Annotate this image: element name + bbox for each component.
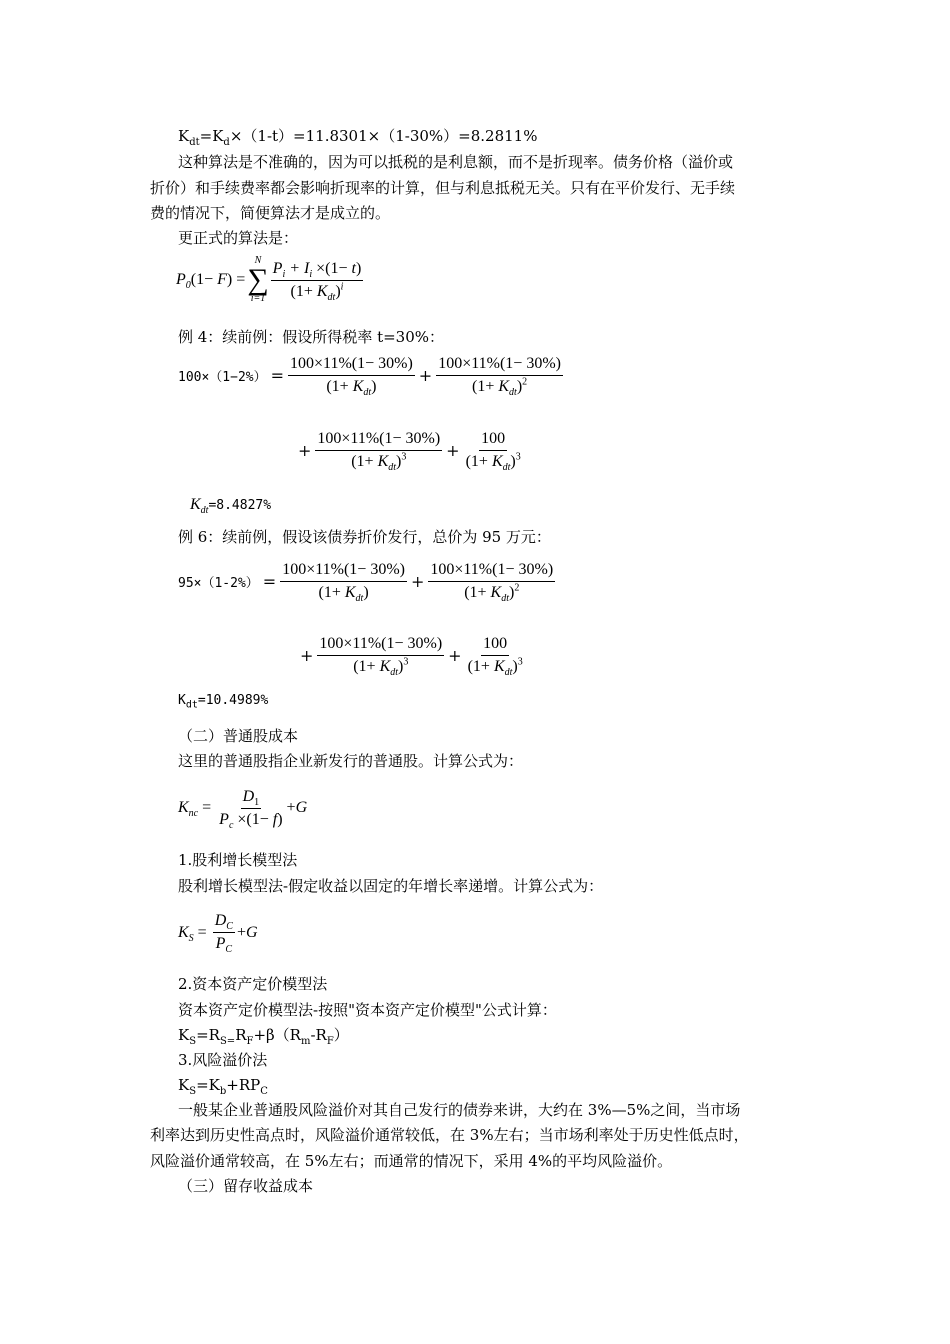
example-4-equation-row-2: + $\frac{100\times 11\%(1- 30\%)}{(1+ K_{dt})^3}$ + $\frac{100}{(1+ K_{dt})^3}$ [298, 429, 521, 473]
paragraph-line: 费的情况下，简便算法才是成立的。 [150, 204, 391, 222]
section-3-heading: （三）留存收益成本 [178, 1177, 314, 1195]
knc-formula: $K_{nc}$ = $\frac{D_1}{P_c \times(1- f)}$ + G [178, 787, 308, 831]
section-2-heading: （二）普通股成本 [178, 727, 299, 745]
example-6-equation-row-2: + $\frac{100\times 11\%(1- 30\%)}{(1+ K_{dt})^3}$ + $\frac{100}{(1+ K_{dt})^3}$ [300, 634, 523, 678]
paragraph-line: 资本资产定价模型法-按照"资本资产定价模型"公式计算： [178, 1001, 557, 1019]
paragraph-line: 股利增长模型法-假定收益以固定的年增长率递增。计算公式为： [178, 877, 604, 895]
risk-premium-formula: $K_S=K_b+RP_C$ [178, 1076, 268, 1097]
example-6-result: $K_{dt}=10.4989\%$ [178, 693, 269, 711]
example-4-title: 例 4：续前例：假设所得税率 t=30%： [178, 328, 445, 346]
paragraph-line: 这种算法是不准确的，因为可以抵税的是利息额，而不是折现率。债务价格（溢价或 [178, 153, 734, 171]
paragraph-line: 风险溢价通常较高，在 5%左右；而通常的情况下，采用 4%的平均风险溢价。 [150, 1152, 673, 1170]
example-4-equation-row-1: 100×（1−2%） = $\frac{100\times 11\%(1- 30\%)}{(1+ K_{dt})}$ + $\frac{100\times 11\%(1- 30\%)}{(1+ K_{dt})^2}$ [178, 354, 561, 398]
method-3-heading: 3.风险溢价法 [178, 1051, 268, 1069]
general-bond-formula: $P_0(1- F)$ = N ∑ i=1 $\frac{P_i + I_i \times(1- t)}{(1+ K_{dt})^i}$ [176, 255, 362, 304]
example-6-equation-row-1: 95×（1-2%） = $\frac{100\times 11\%(1- 30\%)}{(1+ K_{dt})}$ + $\frac{100\times 11\%(1- 30\%)}{(1+ K_{dt})^2}$ [178, 560, 554, 604]
method-2-heading: 2.资本资产定价模型法 [178, 975, 328, 993]
paragraph-line: 更正式的算法是： [178, 229, 299, 247]
paragraph-line: 这里的普通股指企业新发行的普通股。计算公式为： [178, 752, 524, 770]
example-6-lhs: 95×（1-2%） [178, 575, 259, 591]
kdt-simple-calculation: $K_{dt}=K_d\times(1-t)=11.8301\times(1-30\%)=8.2811\%$ [178, 127, 538, 148]
paragraph-line: 利率达到历史性高点时，风险溢价通常较低，在 3%左右；当市场利率处于历史性低点时， [150, 1126, 749, 1144]
paragraph-line: 一般某企业普通股风险溢价对其自己发行的债券来讲，大约在 3%—5%之间，当市场 [178, 1101, 741, 1119]
example-4-result: $K_{dt}=8.4827\%$ [190, 496, 272, 517]
example-6-title: 例 6：续前例，假设该债券折价发行，总价为 95 万元： [178, 528, 551, 546]
method-1-heading: 1.股利增长模型法 [178, 851, 298, 869]
capm-formula: $K_S=R_{S=}R_F+\beta(R_m-R_F)$ [178, 1026, 349, 1047]
paragraph-line: 折价）和手续费率都会影响折现率的计算，但与利息抵税无关。只有在平价发行、无手续 [150, 179, 736, 197]
example-4-lhs: 100×（1−2%） [178, 369, 267, 385]
ks-dividend-growth-formula: $K_S$ = $\frac{D_C}{P_C}$ + G [178, 912, 258, 956]
